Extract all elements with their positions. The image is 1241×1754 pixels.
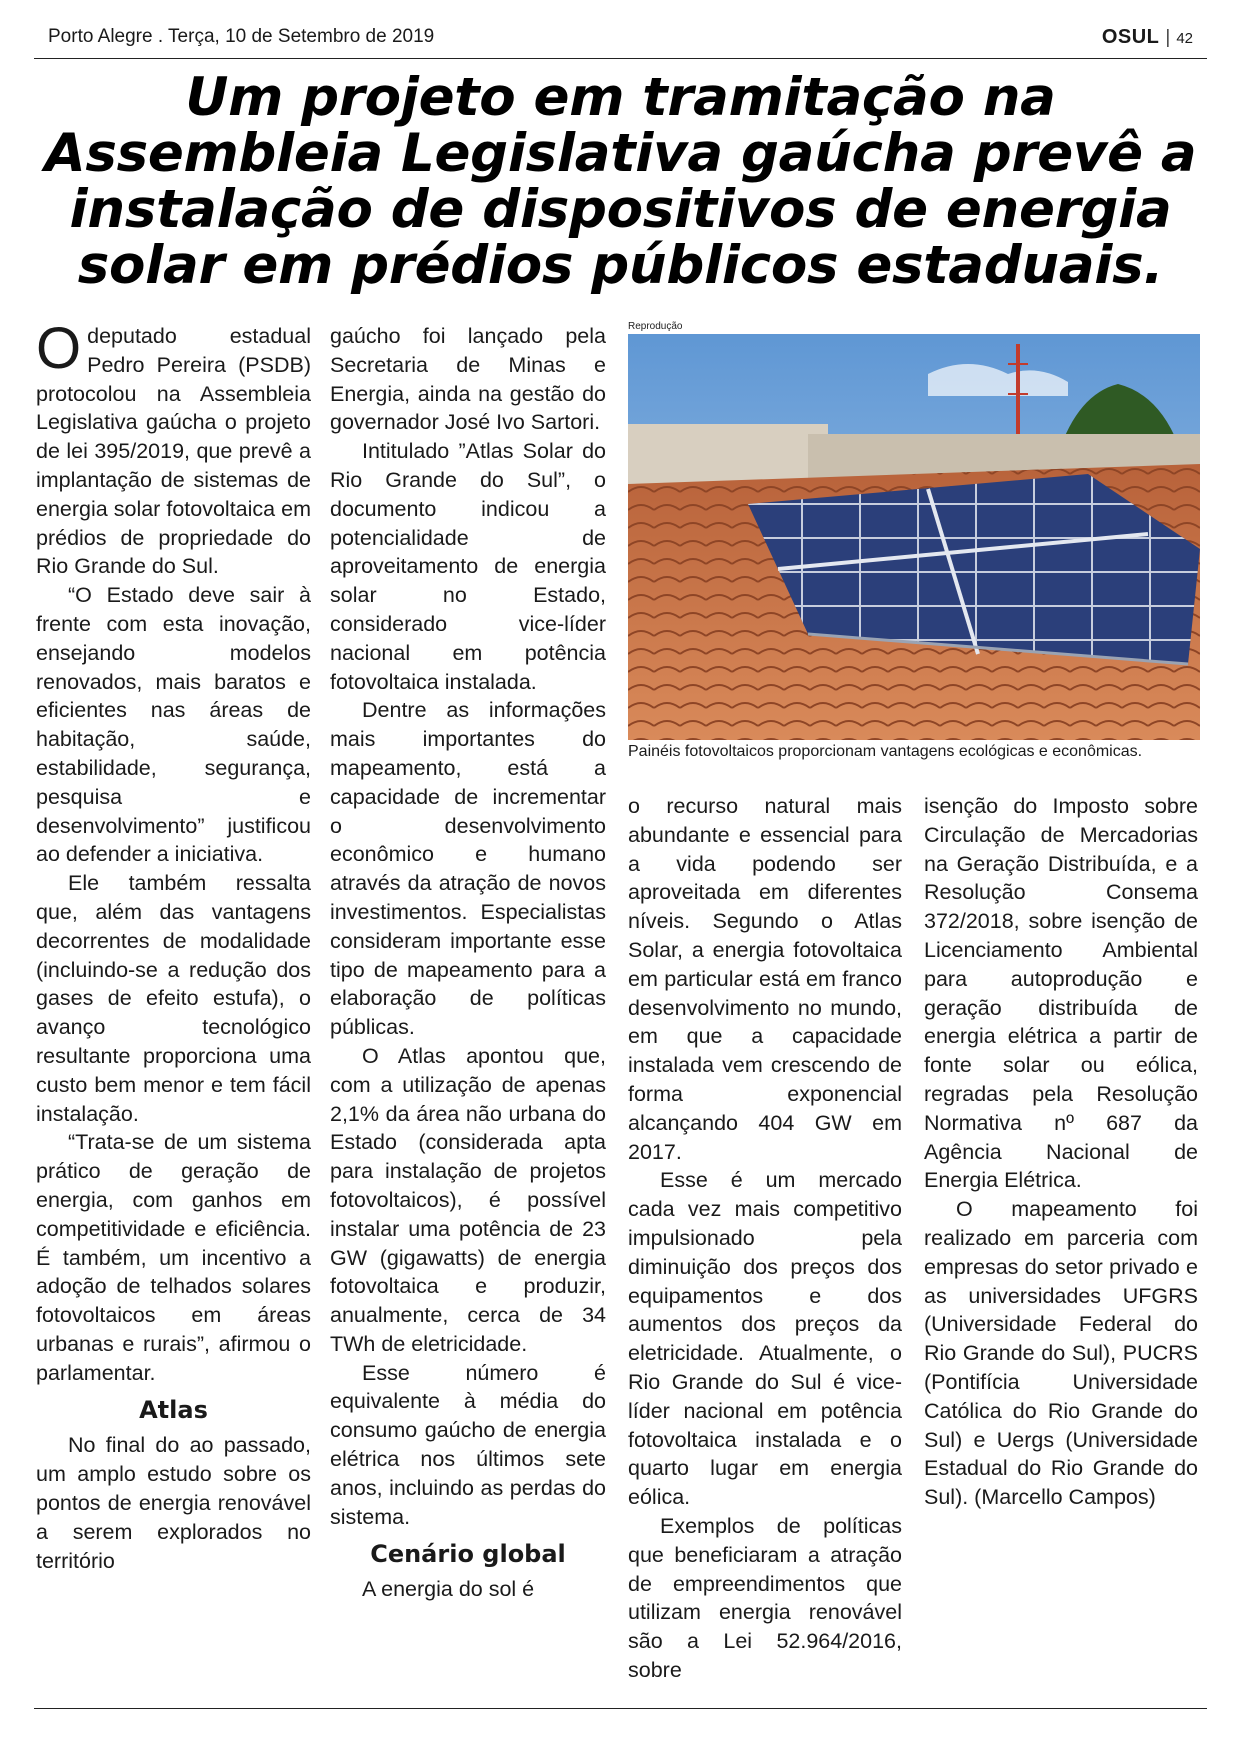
- paragraph: Intitulado ”Atlas Solar do Rio Grande do Sul”, o documento indicou a potencialidade de aproveitamento de energia solar no Estado, considerado vice-líder nacional em potência fotovoltaica instalada.: [330, 439, 606, 694]
- solar-panel-photo: [628, 334, 1200, 740]
- paragraph-continued: o recurso natural mais abundante e essencial para a vida podendo ser aproveitada em diferentes níveis. Segundo o Atlas Solar, a energia fotovoltaica em particular está em franco desenvolvimento no mundo, em que a capacidade instalada vem crescendo de forma exponencial alcançando 404 GW em 2017.: [628, 794, 902, 1164]
- paragraph: Esse é um mercado cada vez mais competitivo impulsionado pela diminuição dos preços dos equipamentos e dos aumentos dos preços da eletricidade. Atualmente, o Rio Grande do Sul é vice-líder nacional em potência fotovoltaica instalada e o quarto lugar em energia eólica.: [628, 1168, 902, 1510]
- headline: Um projeto em tramitação na Assembleia Legislativa gaúcha prevê a instalação de dispositivos de energia solar em prédios públicos estaduais.: [44, 67, 1197, 296]
- footer-rule: [34, 1708, 1207, 1709]
- paragraph: “O Estado deve sair à frente com esta inovação, ensejando modelos renovados, mais baratos e eficientes nas áreas de habitação, saúde, estabilidade, segurança, pesquisa e desenvolvimento” justificou ao defender a iniciativa.: [36, 583, 311, 867]
- wall: [628, 424, 828, 484]
- article-column-2: [330, 322, 606, 1604]
- paragraph: Esse número é equivalente à média do consumo gaúcho de energia elétrica nos últimos sete anos, incluindo as perdas do sistema.: [330, 1360, 606, 1529]
- article-column-4: [924, 792, 1198, 1512]
- subhead-atlas: Atlas: [139, 1396, 208, 1425]
- page-header: [48, 24, 1193, 52]
- paragraph: A energia do sol é: [362, 1577, 535, 1602]
- paragraph-continued: gaúcho foi lançado pela Secretaria de Minas e Energia, ainda na gestão do governador José Ivo Sartori.: [330, 324, 606, 435]
- drop-cap: O: [36, 316, 82, 381]
- paragraph-continued: isenção do Imposto sobre Circulação de Mercadorias na Geração Distribuída, e a Resolução Consema 372/2018, sobre isenção de Licenciamento Ambiental para autoprodução e geração distribuída de energia elétrica a partir de fonte solar ou eólica, regradas pela Resolução Normativa nº 687 da Agência Nacional de Energia Elétrica.: [924, 794, 1198, 1193]
- paragraph: O Atlas apontou que, com a utilização de apenas 2,1% da área não urbana do Estado (considerada apta para instalação de projetos fotovoltaicos), é possível instalar uma potência de 23 GW (gigawatts) de energia fotovoltaica e produzir, anualmente, cerca de 34 TWh de eletricidade.: [330, 1043, 606, 1356]
- page-number: 42: [1176, 30, 1193, 47]
- brand-name: OSUL: [1101, 26, 1160, 48]
- brand-separator: |: [1165, 27, 1171, 48]
- article-column-1: [36, 316, 311, 1575]
- paragraph: No final do ao passado, um amplo estudo sobre os pontos de energia renovável a serem explorados no território: [36, 1433, 311, 1573]
- paragraph: O mapeamento foi realizado em parceria com empresas do setor privado e as universidades UFGRS (Universidade Federal do Rio Grande do Sul), PUCRS (Pontifícia Universidade Católica do Rio Grande do Sul) e Uergs (Universidade Estadual do Rio Grande do Sul). (Marcello Campos): [924, 1197, 1198, 1510]
- header-rule: [34, 58, 1207, 59]
- photo-credit: Reprodução: [628, 321, 683, 332]
- paragraph: Odeputado estadual Pedro Pereira (PSDB) protocolou na Assembleia Legislativa gaúcha o projeto de lei 395/2019, que prevê a implantação de sistemas de energia solar fotovoltaica em prédios de propriedade do Rio Grande do Sul.: [36, 316, 311, 579]
- paragraph: Dentre as informações mais importantes do mapeamento, está a capacidade de incrementar o desenvolvimento econômico e humano através da atração de novos investimentos. Especialistas consideram importante esse tipo de mapeamento para a elaboração de políticas públicas.: [330, 698, 606, 1040]
- paragraph: Exemplos de políticas que beneficiaram a atração de empreendimentos que utilizam energia renovável são a Lei 52.964/2016, sobre: [628, 1513, 902, 1682]
- paragraph: “Trata-se de um sistema prático de geração de energia, com ganhos em competitividade e eficiência. É também, um incentivo a adoção de telhados solares fotovoltaicos em áreas urbanas e rurais”, afirmou o parlamentar.: [36, 1130, 311, 1385]
- article-column-3: [628, 792, 902, 1685]
- dateline: Porto Alegre . Terça, 10 de Setembro de 2019: [48, 26, 435, 47]
- photo-caption: Painéis fotovoltaicos proporcionam vantagens ecológicas e econômicas.: [628, 743, 1143, 760]
- subhead-cenario-global: Cenário global: [370, 1540, 566, 1569]
- paragraph: Ele também ressalta que, além das vantagens decorrentes de modalidade (incluindo-se a redução dos gases de efeito estufa), o avanço tecnológico resultante proporciona uma custo bem menor e tem fácil instalação.: [36, 871, 311, 1126]
- masthead: [1102, 26, 1193, 49]
